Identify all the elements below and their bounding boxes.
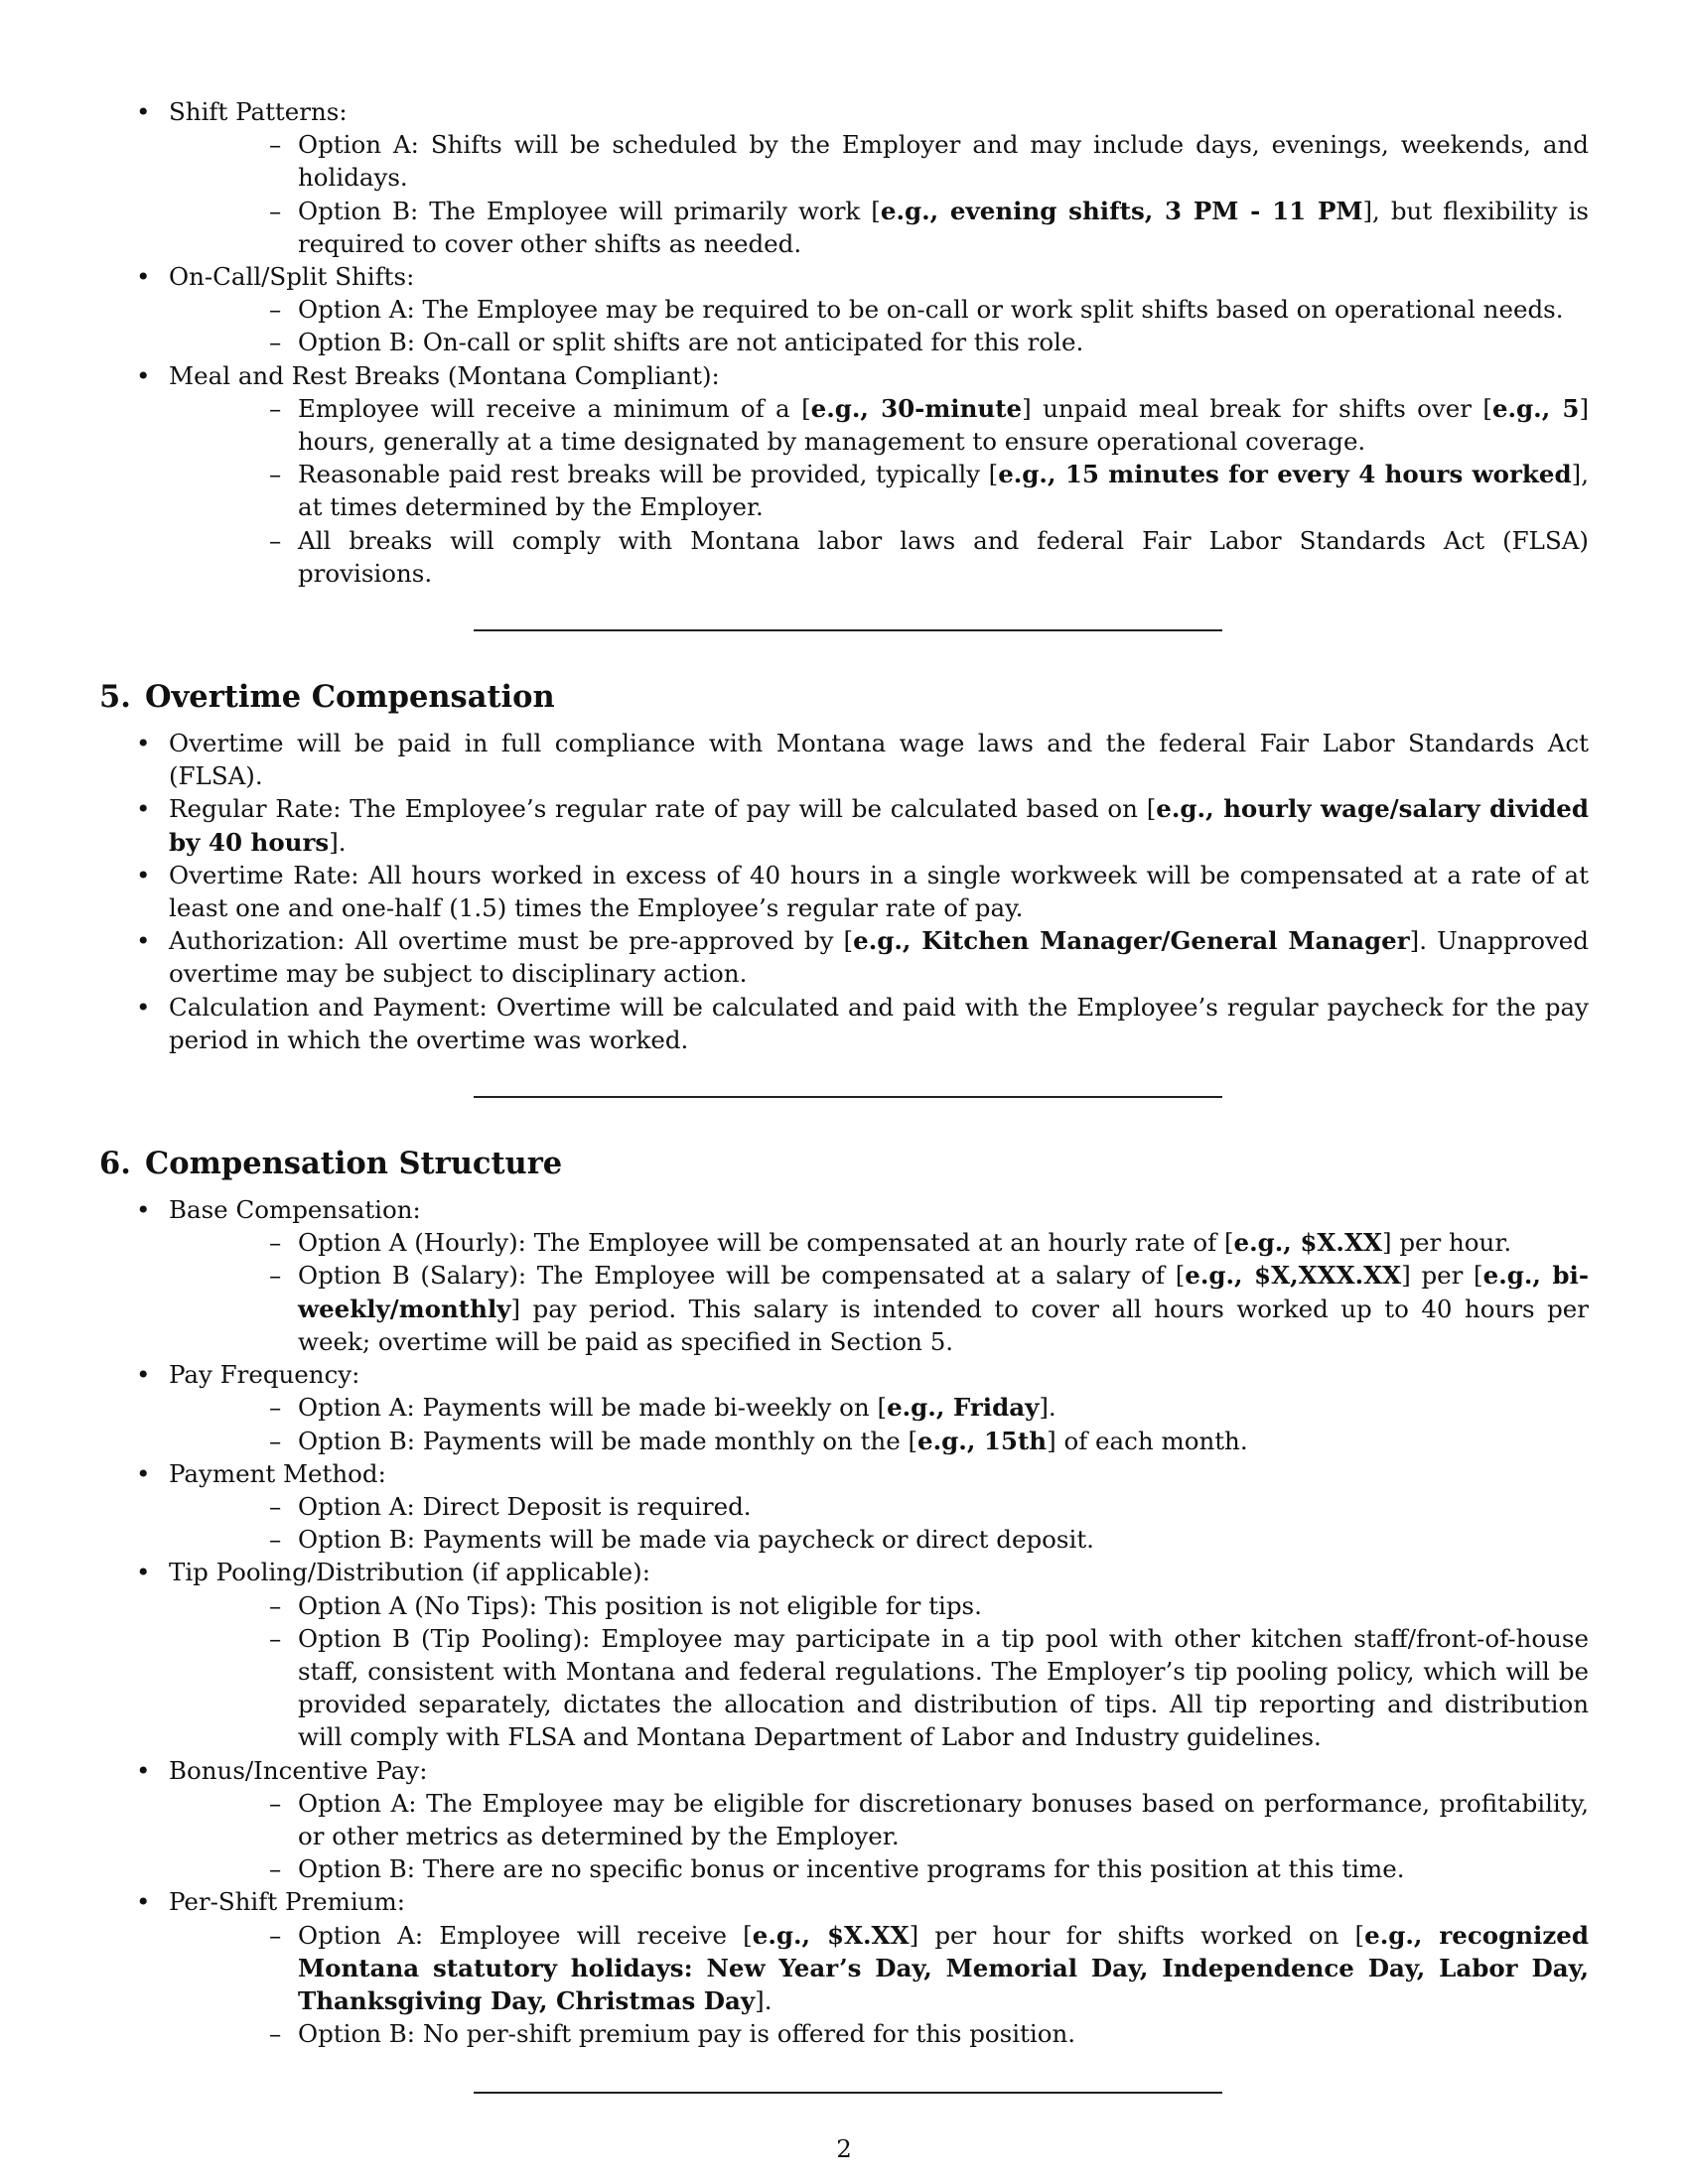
text-run: Option B: There are no specific bonus or incentive programs for this position at this time.	[298, 1854, 1405, 1884]
placeholder-text: e.g., $X.XX	[1233, 1228, 1382, 1258]
section-5-heading	[99, 677, 1589, 717]
sub-item	[169, 195, 1589, 260]
text-run: Option B: Payments will be made via paycheck or direct deposit.	[298, 1525, 1094, 1555]
text-run: All breaks will comply with Montana labor laws and federal Fair Labor Standards Act (FLSA) provisions.	[298, 525, 1589, 588]
sub-item	[169, 524, 1589, 590]
section-number: 5.	[99, 679, 131, 716]
text-run: ] hours, generally at a time designated by management to ensure operational coverage.	[298, 393, 1589, 457]
list-item	[99, 924, 1589, 990]
text-run: Option A: Employee will receive [	[298, 1920, 753, 1950]
sub-item	[169, 1589, 1589, 1622]
text-run: Option A: Payments will be made bi-weekly on [	[298, 1393, 888, 1423]
sub-item	[169, 392, 1589, 458]
text-run: ] per hour for shifts worked on [	[909, 1920, 1365, 1950]
text-run: Employee will receive a minimum of a [	[298, 393, 811, 423]
section-title: Overtime Compensation	[145, 679, 555, 716]
sub-item	[169, 1425, 1589, 1457]
list-item-base-compensation	[99, 1193, 1589, 1358]
text-run: Authorization: All overtime must be pre-approved by [	[169, 926, 854, 956]
section-title: Compensation Structure	[145, 1146, 563, 1182]
placeholder-text: e.g., 5	[1491, 393, 1580, 423]
document-page	[99, 95, 1589, 2094]
list-item	[99, 991, 1589, 1056]
text-run: Option A (No Tips): This position is not eligible for tips.	[298, 1590, 982, 1620]
text-run: Reasonable paid rest breaks will be provided, typically [	[298, 460, 999, 489]
text-run: ] of each month.	[1047, 1426, 1248, 1455]
text-run: Option A: The Employee may be eligible for discretionary bonuses based on performance, profitability, or other metrics as determined by the Employer.	[298, 1788, 1589, 1850]
item-label: • Payment Method:	[169, 1458, 386, 1488]
item-label: • Tip Pooling/Distribution (if applicable):	[169, 1558, 650, 1587]
sub-item	[169, 2017, 1589, 2050]
item-label: • Shift Patterns:	[169, 97, 348, 126]
text-run: Option A: The Employee may be required to be on-call or work split shifts based on operational needs.	[298, 295, 1564, 325]
placeholder-text: e.g., $X.XX	[752, 1920, 910, 1950]
text-run: Option B (Salary): The Employee will be compensated at a salary of [	[298, 1261, 1186, 1291]
page-number: 2	[836, 2134, 852, 2163]
item-label: • Bonus/Incentive Pay:	[169, 1755, 428, 1785]
text-run: ]. Unapproved overtime may be subject to disciplinary action.	[169, 926, 1589, 989]
list-item-pay-frequency	[99, 1358, 1589, 1457]
section-5-list	[99, 727, 1589, 1056]
placeholder-text: e.g., evening shifts, 3 PM - 11 PM	[880, 196, 1363, 225]
text-run: Option B (Tip Pooling): Employee may participate in a tip pool with other kitchen staff/front-of-house staff, consistent with Montana and federal regulations. The Employer’s tip pooling policy, which will be provided separately, dictates the allocation and distribution of tips. All tip reporting and distribution will comply with FLSA and Montana Department of Labor and Industry guidelines.	[298, 1623, 1589, 1752]
sub-item	[169, 1391, 1589, 1424]
placeholder-text: e.g., 30-minute	[810, 393, 1023, 423]
text-run: ].	[755, 1985, 773, 2015]
sub-item	[169, 1622, 1589, 1754]
text-run: ].	[329, 827, 347, 857]
placeholder-text: e.g., 15 minutes for every 4 hours worked	[998, 460, 1572, 489]
section-6-heading	[99, 1144, 1589, 1183]
text-run: Regular Rate: The Employee’s regular rate of pay will be calculated based on [	[169, 794, 1157, 824]
item-label: • Per-Shift Premium:	[169, 1887, 406, 1917]
sub-item	[169, 1259, 1589, 1358]
text-run: Option A: Direct Deposit is required.	[298, 1491, 752, 1521]
sub-item	[169, 1852, 1589, 1885]
text-run: Option B: The Employee will primarily work	[298, 196, 872, 225]
sub-item	[169, 293, 1589, 326]
list-item-bonus	[99, 1754, 1589, 1886]
placeholder-text: e.g., Friday	[887, 1393, 1040, 1423]
section-number: 6.	[99, 1146, 131, 1182]
item-label: • Base Compensation:	[169, 1195, 421, 1225]
sub-item	[169, 326, 1589, 358]
text-run: Option A: Shifts will be scheduled by the Employer and may include days, evenings, weekends, and holidays.	[298, 130, 1589, 193]
placeholder-text: e.g., bi-weekly/monthly	[298, 1261, 1589, 1323]
list-item-shift-patterns	[99, 95, 1589, 260]
text-run: ] pay period. This salary is intended to cover all hours worked up to 40 hours per week; overtime will be paid as specified in Section 5.	[298, 1294, 1589, 1356]
sub-item	[169, 1226, 1589, 1259]
list-item-payment-method	[99, 1457, 1589, 1557]
sub-item	[169, 458, 1589, 523]
text-run: Option B: Payments will be made monthly on the [	[298, 1426, 918, 1455]
text-run: ].	[1039, 1393, 1056, 1423]
sub-item	[169, 1523, 1589, 1556]
section-divider	[474, 2092, 1222, 2094]
item-label: • Pay Frequency:	[169, 1360, 360, 1390]
text-run: Option A (Hourly): The Employee will be compensated at an hourly rate of [	[298, 1228, 1234, 1258]
placeholder-text: e.g., hourly wage/salary divided by 40 hours	[169, 794, 1589, 857]
shift-list	[99, 95, 1589, 590]
list-item-per-shift-premium	[99, 1885, 1589, 2050]
text-run: ] per [	[1401, 1261, 1483, 1291]
text-run: ], at times determined by the Employer.	[298, 460, 1589, 522]
text-run: [	[871, 196, 881, 225]
text-run: ], but flexibility is required to cover other shifts as needed.	[298, 196, 1589, 258]
placeholder-text: e.g., 15th	[917, 1426, 1048, 1455]
sub-item	[169, 128, 1589, 194]
list-item	[99, 727, 1589, 792]
text-run: Overtime Rate: All hours worked in excess of 40 hours in a single workweek will be compensated at a rate of at least one and one-half (1.5) times the Employee’s regular rate of pay.	[169, 860, 1589, 923]
list-item-meal-breaks	[99, 359, 1589, 590]
section-6-list	[99, 1193, 1589, 2050]
text-run: ] unpaid meal break for shifts over [	[1022, 393, 1492, 423]
list-item	[99, 792, 1589, 858]
section-divider	[474, 1096, 1222, 1098]
sub-item	[169, 1490, 1589, 1523]
text-run: Option B: No per-shift premium pay is offered for this position.	[298, 2019, 1076, 2049]
section-divider	[474, 629, 1222, 631]
text-run: ] per hour.	[1381, 1228, 1512, 1258]
text-run: Option B: On-call or split shifts are not anticipated for this role.	[298, 328, 1084, 357]
sub-item	[169, 1787, 1589, 1852]
item-label: • On-Call/Split Shifts:	[169, 262, 415, 292]
list-item-on-call	[99, 260, 1589, 359]
item-label: • Meal and Rest Breaks (Montana Compliant):	[169, 360, 720, 390]
text-run: Overtime will be paid in full compliance with Montana wage laws and the federal Fair Labor Standards Act (FLSA).	[169, 729, 1589, 791]
list-item	[99, 859, 1589, 924]
placeholder-text: e.g., Kitchen Manager/General Manager	[853, 926, 1410, 956]
text-run: Calculation and Payment: Overtime will be calculated and paid with the Employee’s regular paycheck for the pay period in which the overtime was worked.	[169, 992, 1589, 1054]
placeholder-text: e.g., $X,XXX.XX	[1185, 1261, 1402, 1291]
placeholder-text: e.g., recognized Montana statutory holidays: New Year’s Day, Memorial Day, Independence Day, Labor Day, Thanksgiving Day, Christmas Day	[298, 1920, 1589, 2015]
sub-item	[169, 1919, 1589, 2018]
list-item-tip-pooling	[99, 1556, 1589, 1753]
